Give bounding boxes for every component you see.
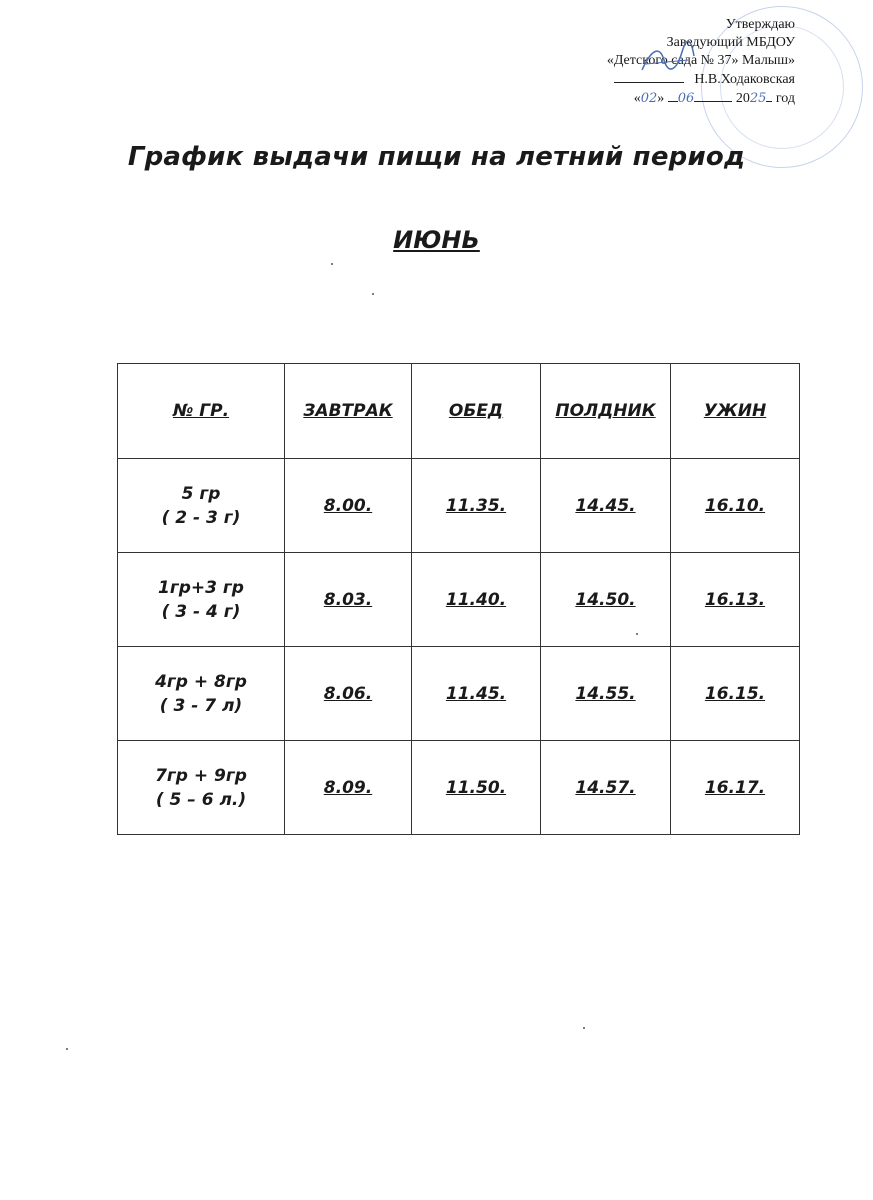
table-header-row — [118, 364, 800, 459]
date-month: 06 — [677, 91, 695, 106]
dinner-time: 16.17. — [671, 741, 800, 835]
scan-speck — [66, 1048, 68, 1050]
approval-line-3: «Детского сада № 37» Малыш» — [606, 53, 795, 68]
lunch-time: 11.35. — [412, 459, 541, 553]
dinner-time: 16.13. — [671, 553, 800, 647]
scan-speck — [372, 293, 374, 295]
group-cell — [118, 741, 285, 835]
director-name: Н.В.Ходаковская — [694, 72, 795, 87]
group-name: 5 гр — [181, 483, 221, 504]
lunch-time: 11.40. — [412, 553, 541, 647]
group-name: 7гр + 9гр — [155, 765, 247, 786]
date-day: 02 — [640, 91, 658, 106]
scan-speck — [636, 633, 638, 635]
table-row — [118, 741, 800, 835]
approval-date-line — [495, 89, 795, 108]
group-age: ( 3 - 7 л) — [159, 695, 243, 716]
scan-speck — [583, 1027, 585, 1029]
header-group: № ГР. — [118, 364, 285, 459]
meal-schedule-table — [117, 363, 800, 835]
breakfast-time: 8.03. — [285, 553, 412, 647]
snack-time: 14.57. — [541, 741, 671, 835]
group-name: 1гр+3 гр — [158, 577, 244, 598]
date-close-quote: » — [657, 91, 665, 106]
header-snack: ПОЛДНИК — [541, 364, 671, 459]
group-cell — [118, 647, 285, 741]
group-cell — [118, 459, 285, 553]
breakfast-time: 8.09. — [285, 741, 412, 835]
month-blank-right — [694, 89, 732, 102]
year-blank — [766, 89, 772, 102]
date-year-prefix: 20 — [735, 91, 750, 106]
month-blank-left — [668, 89, 678, 102]
group-age: ( 2 - 3 г) — [161, 507, 241, 528]
approval-line-2: Заведующий МБДОУ — [666, 35, 795, 50]
group-age: ( 5 – 6 л.) — [155, 789, 247, 810]
page-title: График выдачи пищи на летний период — [127, 142, 746, 172]
header-lunch: ОБЕД — [412, 364, 541, 459]
dinner-time: 16.10. — [671, 459, 800, 553]
table-row — [118, 553, 800, 647]
group-cell — [118, 553, 285, 647]
table-row — [118, 647, 800, 741]
header-breakfast: ЗАВТРАК — [285, 364, 412, 459]
snack-time: 14.50. — [541, 553, 671, 647]
signature-scribble — [638, 38, 698, 78]
breakfast-time: 8.00. — [285, 459, 412, 553]
dinner-time: 16.15. — [671, 647, 800, 741]
breakfast-time: 8.06. — [285, 647, 412, 741]
approval-line-1: Утверждаю — [725, 17, 795, 32]
snack-time: 14.45. — [541, 459, 671, 553]
scan-speck — [331, 263, 333, 265]
table-row — [118, 459, 800, 553]
date-open-quote: « — [633, 91, 641, 106]
date-year-suffix: год — [775, 91, 795, 106]
month-heading: ИЮНЬ — [393, 226, 480, 254]
date-year: 25 — [749, 91, 767, 106]
group-name: 4гр + 8гр — [155, 671, 247, 692]
group-age: ( 3 - 4 г) — [161, 601, 241, 622]
lunch-time: 11.50. — [412, 741, 541, 835]
snack-time: 14.55. — [541, 647, 671, 741]
header-dinner: УЖИН — [671, 364, 800, 459]
lunch-time: 11.45. — [412, 647, 541, 741]
